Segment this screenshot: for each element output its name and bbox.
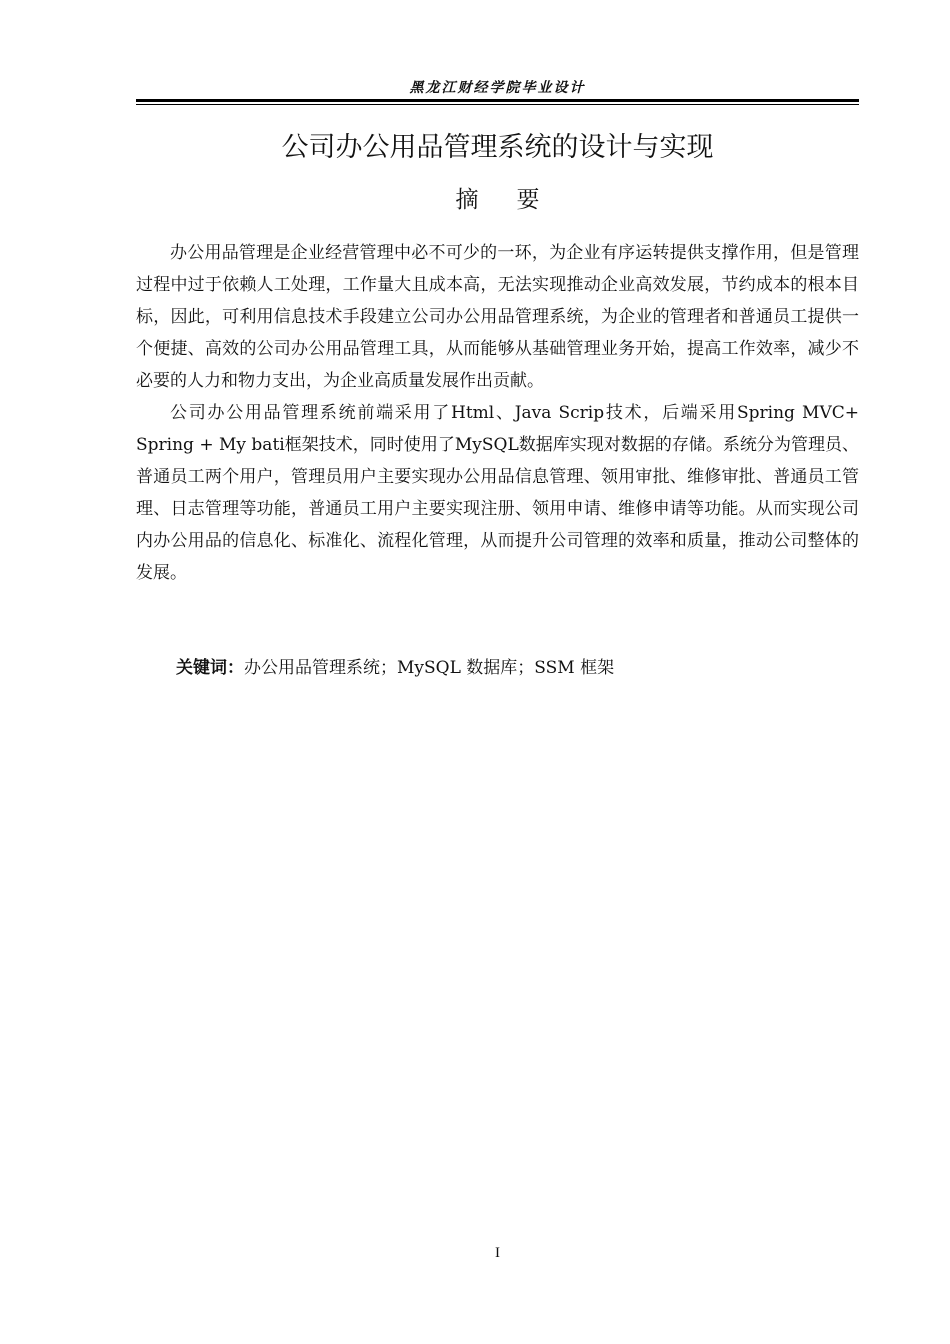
page-number: I [495,1245,500,1261]
abstract-paragraph-2: 公司办公用品管理系统前端采用了Html、Java Scrip技术，后端采用Spring MVC+ Spring + My bati框架技术，同时使用了MySQL数据库实现对数据的存储。系统分为管理员、普通员工两个用户，管理员用户主要实现办公用品信息管理、领用审批、维修审批、普通员工管理、日志管理等功能，普通员工用户主要实现注册、领用申请、维修申请等功能。从而实现公司内办公用品的信息化、标准化、流程化管理，从而提升公司管理的效率和质量，推动公司整体的发展。 [136,403,859,583]
keywords-text: 办公用品管理系统；MySQL 数据库；SSM 框架 [244,658,615,678]
abstract-heading: 摘要 [455,187,578,213]
header-rule-thin [136,104,859,105]
abstract-body [136,237,859,589]
abstract-paragraph-1: 办公用品管理是企业经营管理中必不可少的一环，为企业有序运转提供支撑作用，但是管理过程中过于依赖人工处理，工作量大且成本高，无法实现推动企业高效发展，节约成本的根本目标，因此，可利用信息技术手段建立公司办公用品管理系统，为企业的管理者和普通员工提供一个便捷、高效的公司办公用品管理工具，从而能够从基础管理业务开始，提高工作效率，减少不必要的人力和物力支出，为企业高质量发展作出贡献。 [136,243,859,391]
header-rule-thick [136,99,859,102]
keywords-line [176,652,614,684]
running-header: 黑龙江财经学院毕业设计 [409,80,586,96]
keywords-label: 关键词： [176,658,244,678]
document-title: 公司办公用品管理系统的设计与实现 [281,132,714,163]
